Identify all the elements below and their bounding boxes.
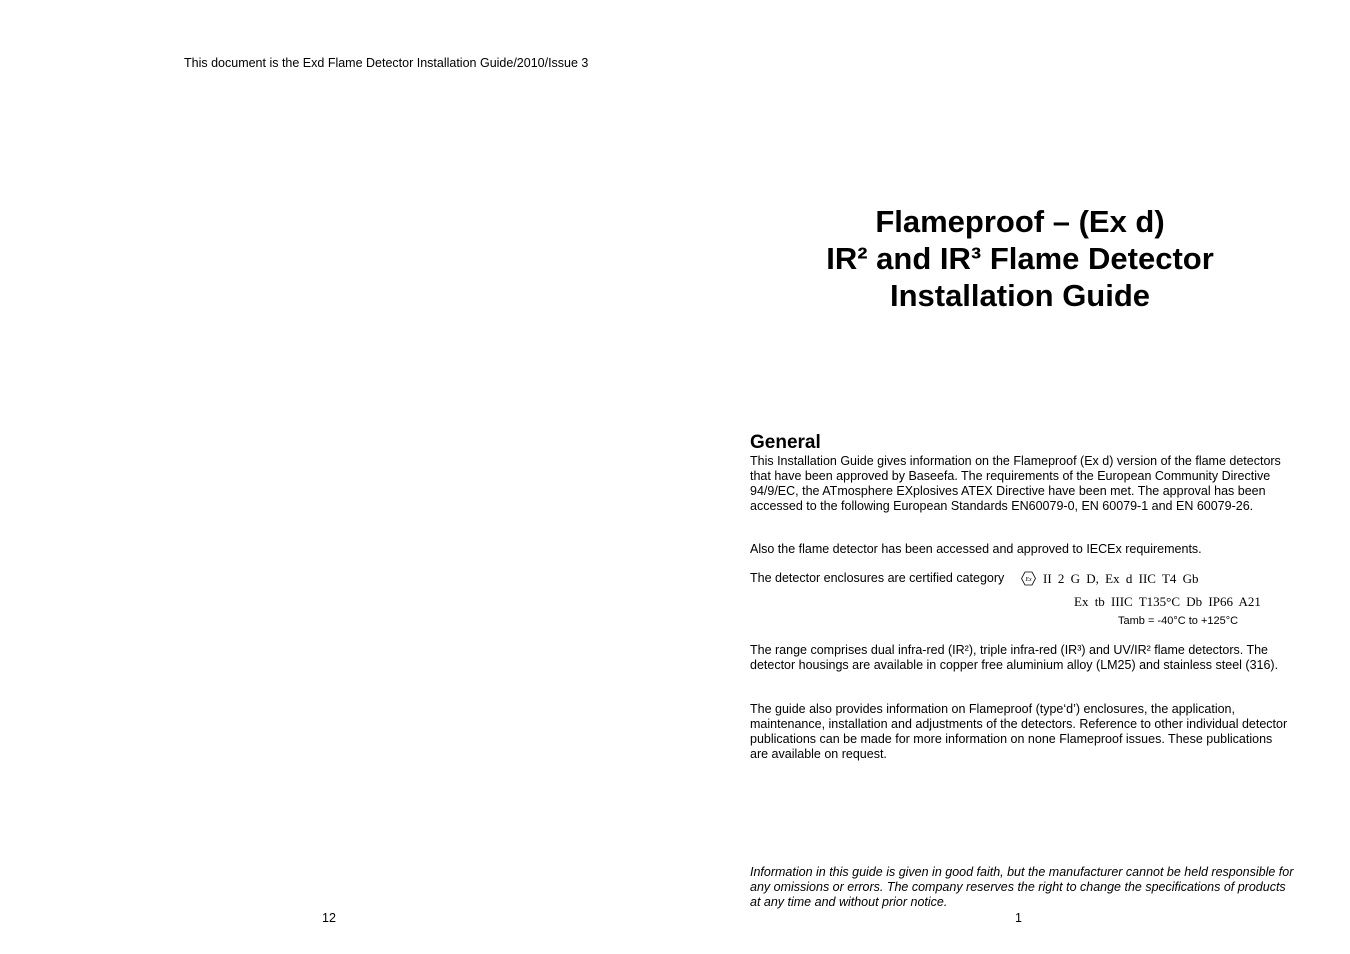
certification-line-dust: Ex tb IIIC T135°C Db IP66 A21 xyxy=(1074,594,1261,609)
paragraph-iecex: Also the flame detector has been accessed and approved to IECEx requirements. xyxy=(750,542,1202,556)
title-line-3: Installation Guide xyxy=(889,278,1151,313)
ambient-temperature-range: Tamb = -40°C to +125°C xyxy=(1118,615,1239,627)
document-reference-header: This document is the Exd Flame Detector Installation Guide/2010/Issue 3 xyxy=(184,56,589,70)
document-title xyxy=(750,203,1290,314)
svg-text:Ex: Ex xyxy=(1025,577,1032,583)
certification-label: The detector enclosures are certified category xyxy=(750,571,1005,585)
right-page-number: 1 xyxy=(1015,911,1022,925)
title-line-2: IR² and IR³ Flame Detector xyxy=(826,241,1214,276)
section-heading-general: General xyxy=(750,432,821,453)
paragraph-intro: This Installation Guide gives information on the Flameproof (Ex d) version of the flame detectors that have been approved by Baseefa. The requirements of the European Community Directive 94/9/EC, the ATmosphere EXplosives ATEX Directive have been met. The approval has been accessed to the following European Standards EN60079-0, EN 60079-1 and EN 60079-26. xyxy=(750,454,1281,513)
certification-line-gas: II 2 G D, Ex d IIC T4 Gb xyxy=(1043,571,1199,586)
ex-hexagon-icon xyxy=(1021,571,1036,586)
paragraph-range: The range comprises dual infra-red (IR²), triple infra-red (IR³) and UV/IR² flame detectors. The detector housings are available in copper free aluminium alloy (LM25) and stainless steel (316). xyxy=(750,643,1279,672)
disclaimer-text: Information in this guide is given in good faith, but the manufacturer cannot be held responsible for any omissions or errors. The company reserves the right to change the specifications of products at any time and without prior notice. xyxy=(750,865,1294,909)
title-line-1: Flameproof – (Ex d) xyxy=(875,204,1165,239)
left-page-number: 12 xyxy=(322,911,336,925)
paragraph-guide: The guide also provides information on Flameproof (type‘d’) enclosures, the application, maintenance, installation and adjustments of the detectors. Reference to other individual detector publications can be made for more information on none Flameproof issues. These publications are available on request. xyxy=(750,702,1288,761)
